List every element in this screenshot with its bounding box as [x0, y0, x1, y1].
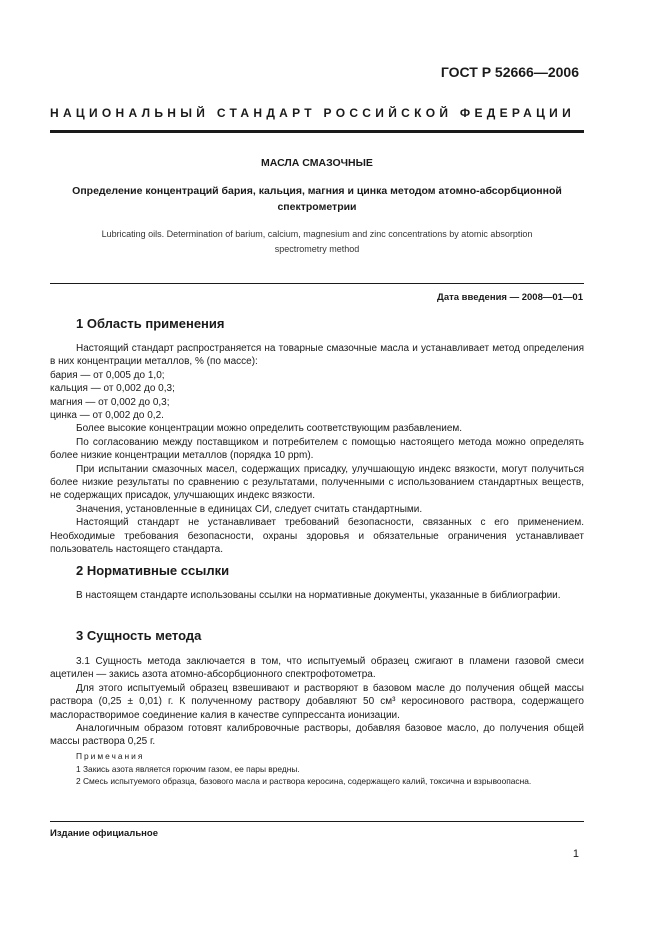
national-standard-banner: НАЦИОНАЛЬНЫЙ СТАНДАРТ РОССИЙСКОЙ ФЕДЕРАЦИИ	[50, 106, 576, 120]
document-number: ГОСТ Р 52666—2006	[440, 64, 579, 80]
paragraph: Значения, установленные в единицах СИ, следует считать стандартными.	[76, 503, 423, 515]
document-title: МАСЛА СМАЗОЧНЫЕ	[261, 157, 373, 169]
paragraph: 3.1 Сущность метода заключается в том, что испытуемый образец сжигают в пламени газовой смеси ацетилен — закись азота атомно-абсорбционного спектрофотометра.	[50, 656, 584, 681]
footer-divider	[50, 821, 584, 822]
paragraph: Для этого испытуемый образец взвешивают и растворяют в базовом масле до получения общей массы раствора (0,25 ± 0,01) г. К полученному раствору добавляют 50 см³ керосинового раствора, содержащего маслорастворимое соединение калия в качестве суппрессанта ионизации.	[50, 682, 584, 721]
header-divider	[50, 130, 584, 133]
paragraph: Аналогичным образом готовят калибровочные растворы, добавляя базовое масло, до получения общей массы раствора 0,25 г.	[50, 723, 584, 748]
section-3-heading: 3 Сущность метода	[76, 628, 202, 643]
paragraph: В настоящем стандарте использованы ссылки на нормативные документы, указанные в библиографии.	[76, 590, 561, 601]
paragraph: По согласованию между поставщиком и потребителем с помощью настоящего метода можно определять более низкие концентрации металлов (порядка 10 ppm).	[50, 436, 584, 462]
document-subtitle	[50, 183, 584, 215]
page-number: 1	[572, 848, 579, 860]
list-item: цинка — от 0,002 до 0,2.	[50, 410, 164, 422]
subtitle-line: спектрометрии	[277, 201, 357, 213]
paragraph: Более высокие концентрации можно определить соответствующим разбавлением.	[76, 423, 463, 435]
english-title-line: spectrometry method	[274, 244, 360, 254]
section-3-body	[50, 655, 584, 749]
paragraph: Настоящий стандарт не устанавливает требований безопасности, связанных с его применением. Необходимые требования безопасности, охраны здоровья и обязательные ограничения устанавливает пользователь настоящего стандарта.	[50, 517, 584, 556]
list-item: кальция — от 0,002 до 0,3;	[50, 383, 175, 395]
notes-heading: Примечания	[76, 751, 145, 761]
section-1-body	[50, 342, 584, 557]
edition-label: Издание официальное	[50, 828, 158, 839]
paragraph: При испытании смазочных масел, содержащих присадку, улучшающую индекс вязкости, могут получиться более низкие результаты по сравнению с результатами, полученными с использованием стандартных веществ, не содержащих присадок, улучшающих индекс вязкости.	[50, 463, 584, 502]
list-item: магния — от 0,002 до 0,3;	[50, 396, 170, 408]
note-item: 2 Смесь испытуемого образца, базового масла и раствора керосина, содержащего калий, токсична и взрывоопасна.	[76, 776, 532, 786]
notes-block	[50, 750, 584, 788]
list-item: бария — от 0,005 до 1,0;	[50, 369, 165, 381]
introduction-date: Дата введения — 2008—01—01	[437, 292, 583, 303]
section-2-heading: 2 Нормативные ссылки	[76, 563, 230, 578]
title-divider	[50, 283, 584, 284]
paragraph: Настоящий стандарт распространяется на товарные смазочные масла и устанавливает метод определения в них концентрации металлов, % (по массе):	[50, 343, 584, 368]
english-title	[50, 227, 584, 257]
section-2-body	[50, 589, 584, 602]
english-title-line: Lubricating oils. Determination of barium, calcium, magnesium and zinc concentrations by atomic absorption	[101, 229, 533, 239]
subtitle-line: Определение концентраций бария, кальция, магния и цинка методом атомно-абсорбционной	[72, 185, 562, 197]
section-1-heading: 1 Область применения	[76, 316, 225, 331]
note-item: 1 Закись азота является горючим газом, ее пары вредны.	[76, 763, 300, 774]
